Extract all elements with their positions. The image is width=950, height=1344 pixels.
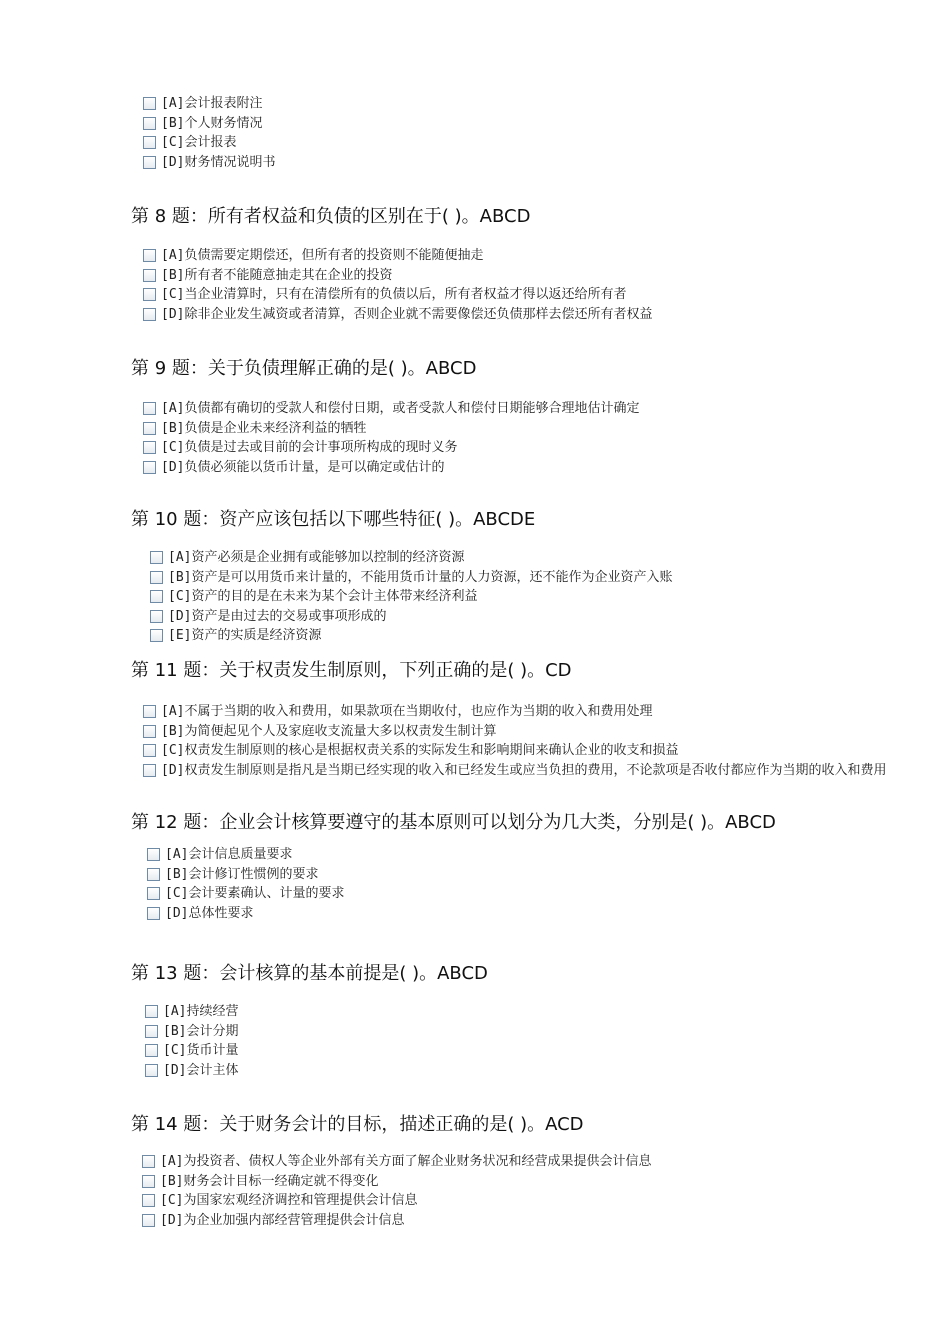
option-q11-d <box>143 761 886 781</box>
option-q12-c <box>147 884 344 904</box>
checkbox[interactable] <box>142 1194 155 1207</box>
option-q9-b <box>143 419 639 439</box>
question-title-14: 第 14 题：关于财务会计的目标，描述正确的是( )。ACD <box>131 1114 584 1135</box>
option-label: [D]负债必须能以货币计量，是可以确定或估计的 <box>161 459 445 475</box>
checkbox[interactable] <box>143 117 156 130</box>
option-q8-b <box>143 266 652 286</box>
option-label: [B]为简便起见个人及家庭收支流量大多以权责发生制计算 <box>161 723 497 739</box>
option-q10-b <box>150 568 672 588</box>
checkbox[interactable] <box>143 156 156 169</box>
option-label: [D]权责发生制原则是指凡是当期已经实现的收入和已经发生或应当负担的费用，不论款项是否收付都应作为当期的收入和费用 <box>161 762 887 778</box>
option-q9-a <box>143 399 639 419</box>
question-title-13: 第 13 题：会计核算的基本前提是( )。ABCD <box>131 963 488 984</box>
option-q14-c <box>142 1191 651 1211</box>
option-q7-a <box>143 94 275 114</box>
checkbox[interactable] <box>145 1044 158 1057</box>
option-label: [B]会计分期 <box>163 1023 239 1039</box>
option-label: [D]财务情况说明书 <box>161 154 276 170</box>
option-label: [A]为投资者、债权人等企业外部有关方面了解企业财务状况和经营成果提供会计信息 <box>160 1154 652 1170</box>
checkbox[interactable] <box>143 97 156 110</box>
option-label: [A]会计信息质量要求 <box>165 847 293 863</box>
option-q8-d <box>143 305 652 325</box>
option-q11-c <box>143 741 886 761</box>
checkbox[interactable] <box>143 288 156 301</box>
option-q9-c <box>143 438 639 458</box>
option-label: [C]会计要素确认、计量的要求 <box>165 886 345 902</box>
option-q13-d <box>145 1061 238 1081</box>
checkbox[interactable] <box>145 1064 158 1077</box>
checkbox[interactable] <box>143 725 156 738</box>
options-q12 <box>147 845 344 923</box>
checkbox[interactable] <box>143 744 156 757</box>
checkbox[interactable] <box>143 402 156 415</box>
option-label: [B]所有者不能随意抽走其在企业的投资 <box>161 267 393 283</box>
option-label: [C]资产的目的是在未来为某个会计主体带来经济利益 <box>168 589 478 605</box>
option-q8-c <box>143 285 652 305</box>
checkbox[interactable] <box>147 907 160 920</box>
option-q14-b <box>142 1172 651 1192</box>
option-label: [C]权责发生制原则的核心是根据权责关系的实际发生和影响期间来确认企业的收支和损益 <box>161 743 679 759</box>
checkbox[interactable] <box>143 422 156 435</box>
option-label: [C]会计报表 <box>161 135 237 151</box>
checkbox[interactable] <box>150 551 163 564</box>
options-q7 <box>143 94 275 172</box>
option-label: [A]负债都有确切的受款人和偿付日期，或者受款人和偿付日期能够合理地估计确定 <box>161 401 640 417</box>
option-q10-e <box>150 626 672 646</box>
option-q8-a <box>143 246 652 266</box>
checkbox[interactable] <box>143 705 156 718</box>
options-q14 <box>142 1152 651 1230</box>
option-q10-a <box>150 548 672 568</box>
option-q7-b <box>143 114 275 134</box>
option-q10-c <box>150 587 672 607</box>
option-label: [D]会计主体 <box>163 1062 239 1078</box>
option-label: [B]个人财务情况 <box>161 115 263 131</box>
option-label: [C]负债是过去或目前的会计事项所构成的现时义务 <box>161 440 458 456</box>
checkbox[interactable] <box>150 629 163 642</box>
option-label: [E]资产的实质是经济资源 <box>168 628 322 644</box>
checkbox[interactable] <box>145 1005 158 1018</box>
checkbox[interactable] <box>147 868 160 881</box>
options-q8 <box>143 246 652 324</box>
option-label: [B]负债是企业未来经济利益的牺牲 <box>161 420 367 436</box>
option-q7-d <box>143 153 275 173</box>
option-q11-b <box>143 722 886 742</box>
checkbox[interactable] <box>143 269 156 282</box>
option-q12-d <box>147 904 344 924</box>
checkbox[interactable] <box>143 136 156 149</box>
option-label: [A]资产必须是企业拥有或能够加以控制的经济资源 <box>168 550 465 566</box>
checkbox[interactable] <box>143 441 156 454</box>
option-label: [B]财务会计目标一经确定就不得变化 <box>160 1173 379 1189</box>
option-label: [A]不属于当期的收入和费用，如果款项在当期收付，也应作为当期的收入和费用处理 <box>161 704 653 720</box>
option-q7-c <box>143 133 275 153</box>
checkbox[interactable] <box>147 848 160 861</box>
option-label: [C]为国家宏观经济调控和管理提供会计信息 <box>160 1193 418 1209</box>
checkbox[interactable] <box>143 249 156 262</box>
question-title-12: 第 12 题：企业会计核算要遵守的基本原则可以划分为几大类，分别是( )。ABCD <box>131 812 776 833</box>
option-label: [A]负债需要定期偿还，但所有者的投资则不能随便抽走 <box>161 248 484 264</box>
option-q13-b <box>145 1022 238 1042</box>
option-q13-a <box>145 1002 238 1022</box>
question-title-11: 第 11 题：关于权责发生制原则，下列正确的是( )。CD <box>131 660 572 681</box>
options-q9 <box>143 399 639 477</box>
option-q9-d <box>143 458 639 478</box>
option-label: [C]当企业清算时，只有在清偿所有的负债以后，所有者权益才得以返还给所有者 <box>161 287 627 303</box>
option-q14-d <box>142 1211 651 1231</box>
option-q13-c <box>145 1041 238 1061</box>
checkbox[interactable] <box>143 764 156 777</box>
option-q14-a <box>142 1152 651 1172</box>
checkbox[interactable] <box>142 1155 155 1168</box>
options-q11 <box>143 702 886 780</box>
checkbox[interactable] <box>147 887 160 900</box>
options-q13 <box>145 1002 238 1080</box>
checkbox[interactable] <box>150 571 163 584</box>
option-q12-a <box>147 845 344 865</box>
option-label: [A]会计报表附注 <box>161 96 263 112</box>
option-label: [D]除非企业发生减资或者清算，否则企业就不需要像偿还负债那样去偿还所有者权益 <box>161 306 653 322</box>
option-label: [B]会计修订性惯例的要求 <box>165 866 319 882</box>
option-label: [D]总体性要求 <box>165 905 254 921</box>
checkbox[interactable] <box>150 610 163 623</box>
question-title-9: 第 9 题：关于负债理解正确的是( )。ABCD <box>131 358 477 379</box>
option-label: [D]资产是由过去的交易或事项形成的 <box>168 608 387 624</box>
checkbox[interactable] <box>142 1175 155 1188</box>
option-label: [A]持续经营 <box>163 1004 239 1020</box>
option-label: [C]货币计量 <box>163 1043 239 1059</box>
checkbox[interactable] <box>143 308 156 321</box>
option-q10-d <box>150 607 672 627</box>
option-q11-a <box>143 702 886 722</box>
checkbox[interactable] <box>142 1214 155 1227</box>
options-q10 <box>150 548 672 646</box>
option-label: [D]为企业加强内部经营管理提供会计信息 <box>160 1212 405 1228</box>
checkbox[interactable] <box>150 590 163 603</box>
checkbox[interactable] <box>145 1025 158 1038</box>
option-q12-b <box>147 865 344 885</box>
checkbox[interactable] <box>143 461 156 474</box>
question-title-10: 第 10 题：资产应该包括以下哪些特征( )。ABCDE <box>131 509 536 530</box>
option-label: [B]资产是可以用货币来计量的，不能用货币计量的人力资源，还不能作为企业资产入账 <box>168 569 673 585</box>
question-title-8: 第 8 题：所有者权益和负债的区别在于( )。ABCD <box>131 206 531 227</box>
